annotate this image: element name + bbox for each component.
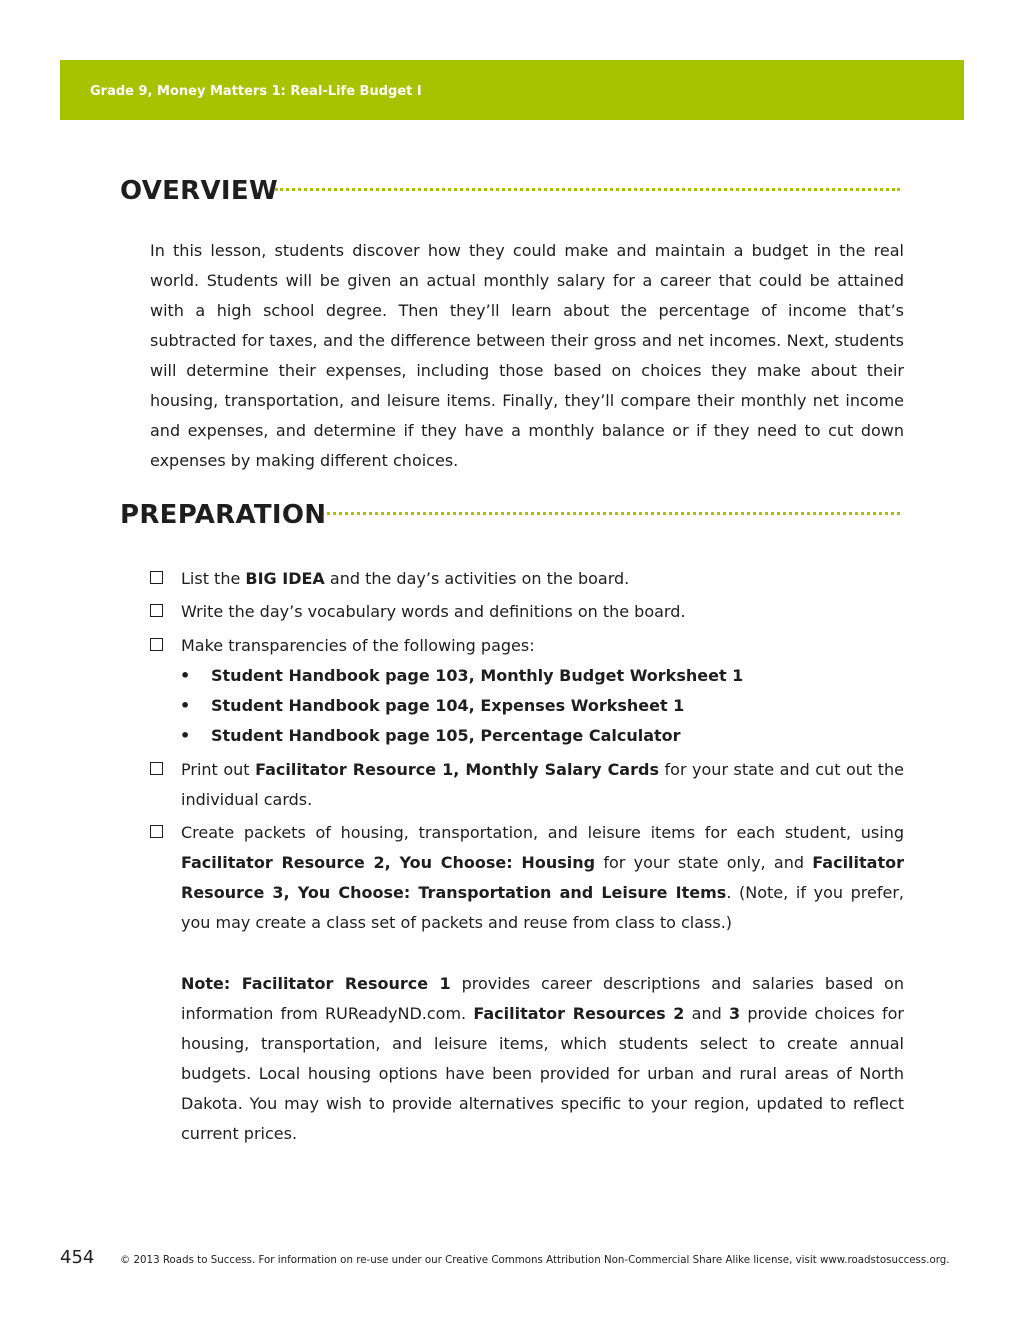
preparation-heading: PREPARATION bbox=[120, 500, 327, 530]
checkbox-icon bbox=[150, 638, 163, 651]
checkbox-icon bbox=[150, 762, 163, 775]
preparation-dotted-rule bbox=[327, 512, 900, 515]
header-title: Grade 9, Money Matters 1: Real-Life Budget I bbox=[90, 84, 422, 99]
preparation-note: Note: Facilitator Resource 1 provides career descriptions and salaries based on information from RUReadyND.com. Facilitator Resources 2 and 3 provide choices for housing, transportation, and leisure items, which students select to create annual budgets. Local housing options have been provided for urban and rural areas of North Dakota. You may wish to provide alternatives specific to your region, updated to reflect current prices. bbox=[181, 974, 905, 1143]
checkbox-icon bbox=[150, 604, 163, 617]
prep-item-text: Print out Facilitator Resource 1, Monthly Salary Cards for your state and cut out the individual cards. bbox=[181, 760, 905, 809]
bullet-icon: • bbox=[180, 726, 191, 745]
footer-copyright: © 2013 Roads to Success. For information on re-use under our Creative Commons Attribution Non-Commercial Share Alike license, visit www.roadstosuccess.org. bbox=[120, 1254, 950, 1266]
overview-section-header bbox=[120, 176, 900, 216]
prep-item-text: Write the day’s vocabulary words and definitions on the board. bbox=[181, 602, 686, 621]
prep-item-text: Make transparencies of the following pages: bbox=[181, 636, 535, 655]
bullet-text: Student Handbook page 104, Expenses Worksheet 1 bbox=[211, 696, 685, 715]
preparation-section-header bbox=[120, 500, 900, 540]
bullet-text: Student Handbook page 103, Monthly Budget Worksheet 1 bbox=[211, 666, 744, 685]
prep-item-text: List the BIG IDEA and the day’s activities on the board. bbox=[181, 569, 630, 588]
bullet-icon: • bbox=[180, 666, 191, 685]
overview-dotted-rule bbox=[275, 188, 900, 191]
overview-heading: OVERVIEW bbox=[120, 176, 278, 206]
prep-item-text: Create packets of housing, transportation, and leisure items for each student, using Facilitator Resource 2, You Choose: Housing for your state only, and Facilitator Resource 3, You Choose: Transportation and Leisure Items. (Note, if you prefer, you may create a class set of packets and reuse from class to class.) bbox=[181, 823, 904, 932]
bullet-text: Student Handbook page 105, Percentage Calculator bbox=[211, 726, 681, 745]
checkbox-icon bbox=[150, 571, 163, 584]
bullet-icon: • bbox=[180, 696, 191, 715]
page-number: 454 bbox=[60, 1247, 95, 1268]
checkbox-icon bbox=[150, 825, 163, 838]
header-bar bbox=[60, 60, 964, 120]
overview-paragraph: In this lesson, students discover how they could make and maintain a budget in the real world. Students will be given an actual monthly salary for a career that could be attained with a high school degree. Then they’ll learn about the percentage of income that’s subtracted for taxes, and the difference between their gross and net incomes. Next, students will determine their expenses, including those based on choices they make about their housing, transportation, and leisure items. Finally, they’ll compare their monthly net income and expenses, and determine if they have a monthly balance or if they need to cut down expenses by making different choices. bbox=[150, 241, 904, 470]
